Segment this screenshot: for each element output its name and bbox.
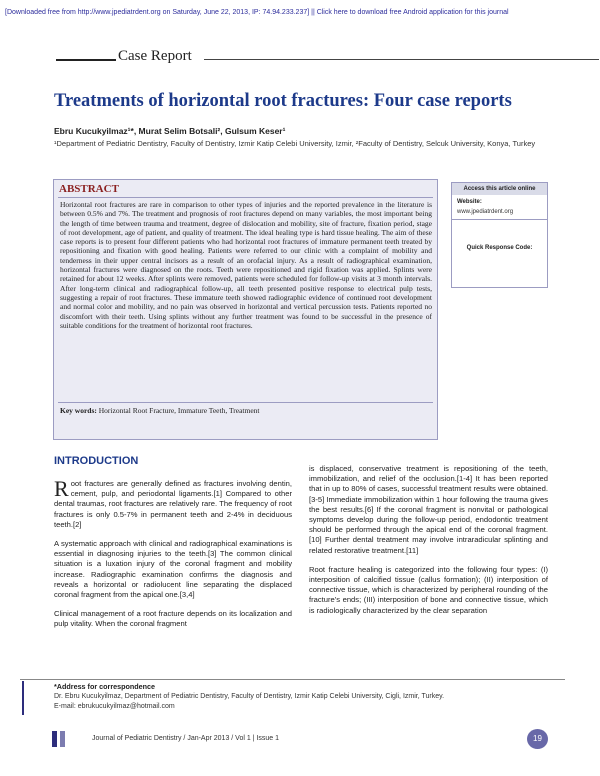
authors: Ebru Kucukyilmaz¹*, Murat Selim Botsali², Gulsum Keser¹ xyxy=(54,126,286,136)
keywords xyxy=(60,406,432,415)
correspondence-email[interactable]: E-mail: ebrukucukyilmaz@hotmail.com xyxy=(54,703,175,710)
affiliations: ¹Department of Pediatric Dentistry, Faculty of Dentistry, Izmir Katip Celebi University, Izmir, ²Faculty of Dentistry, Selcuk University, Konya, Turkey xyxy=(54,139,536,148)
paragraph: A systematic approach with clinical and radiographical examinations is essential in diagnosing injuries to the teeth.[3] The common clinical situation is a luxation injury of the coronal fragment and mobility increase. Radiographic examination confirms the diagnosis and reveals a horizontal or radiolucent line separating the displaced coronal fragment from the apical one.[3,4] xyxy=(54,539,292,600)
abstract-text: Horizontal root fractures are rare in comparison to other types of injuries and the reported prevalence in the literature is between 0.5% and 7%. The treatment and prognosis of root fractures depend on many variables, the most important being the length of time between trauma and treatment, degree of dislocation and mobility, site of fracture, fixation period, stage of root development, age of patient, and quality of treatment. The ideal healing type is hard tissue healing. The aim of these case reports is to present four different patients who had horizontal root fractures of immature permanent teeth treated by repositioning and fixation with good healing. Patients were referred to our clinic with a complaint of mobility and tenderness in their upper central incisors as a result of an orofacial injury. As a result of radiographical examination, horizontal fractures were diagnosed on the roots. Teeth were repositioned and rigid fixation was applied. Splints were retained for about 12 weeks. After splints were removed, patients were scheduled for follow-up visits at 3 month intervals. After long-term clinical and radiographical follow-up, all teeth presented positive response to electrical pulp tests, suggesting a repair of root fractures. These immature teeth showed radiographic evidence of continued root development and normal color and mobility, and no pain was observed in horizontal and vertical percussion tests. Patients reported no discomfort with their teeth. Using splints without any further treatment was found to be successful in the presence of suitable conditions for the treatment of horizontal root fractures. xyxy=(60,200,432,330)
section-label xyxy=(56,48,600,70)
footer-accent-bar xyxy=(52,731,57,747)
correspondence-heading: *Address for correspondence xyxy=(54,682,156,691)
section-rule-right xyxy=(204,59,599,60)
keywords-values: Horizontal Root Fracture, Immature Teeth, Treatment xyxy=(98,406,260,415)
abstract-heading: ABSTRACT xyxy=(59,183,119,195)
access-online-box xyxy=(451,182,548,288)
qr-code-label: Quick Response Code: xyxy=(466,245,533,251)
section-label-text: Case Report xyxy=(118,48,192,64)
paragraph: is displaced, conservative treatment is repositioning of the teeth, immobilization, and relief of the occlusion.[1-4] It has been reported that in up to 80% of cases, successful treatment results were obtained.[3-5] Immediate immobilization within 1 hour following the trauma gives the best results.[6] If the coronal fragment is nonvital or pathological symptoms develop during the follow-up period, endodontic treatment should be performed through the apical end of the coronal fragment.[10] Further dental treatment may involve intraradicular splinting and related restorative treatment.[11] xyxy=(309,464,548,555)
access-divider xyxy=(452,219,547,220)
section-rule-left xyxy=(56,59,116,61)
keywords-divider xyxy=(58,402,433,403)
drop-cap: R xyxy=(54,476,69,501)
paragraph xyxy=(54,476,292,530)
abstract-divider xyxy=(58,197,433,198)
introduction-heading: INTRODUCTION xyxy=(54,455,139,467)
paragraph-text: oot fractures are generally defined as fractures involving dentin, cement, pulp, and periodontal ligaments.[1] Compared to other dental traumas, root fractures are relatively rare. The frequency of root fractures is only 0.5-7% in permanent teeth and 2-4% in deciduous teeth.[2] xyxy=(54,479,292,529)
website-link[interactable]: www.jpediatrdent.org xyxy=(457,209,514,215)
body-column-left xyxy=(54,476,292,639)
paragraph: Root fracture healing is categorized into the following four types: (I) interposition of calcified tissue (callus formation); (II) interposition of connective tissue, which is characterized by peripheral rounding of the fracture's ends; (III) interposition of bone and connective tissue, which is radiologically characterized by the clear separation xyxy=(309,564,548,615)
access-title: Access this article online xyxy=(452,183,547,195)
body-column-right xyxy=(309,464,548,625)
footnote-accent-bar xyxy=(22,681,24,715)
page-number-badge: 19 xyxy=(527,729,548,749)
footnote-divider xyxy=(20,679,565,680)
footer-accent-bar-light xyxy=(60,731,65,747)
download-banner-link[interactable]: [Downloaded free from http://www.jpediatrdent.org on Saturday, June 22, 2013, IP: 74.94.233.237] || Click here to download free Android application for this journal xyxy=(5,9,509,16)
journal-citation: Journal of Pediatric Dentistry / Jan-Apr 2013 / Vol 1 | Issue 1 xyxy=(92,735,280,742)
correspondence-address: Dr. Ebru Kucukyilmaz, Department of Pediatric Dentistry, Faculty of Dentistry, Izmir Katip Celebi University, Cigli, Izmir, Turkey. xyxy=(54,693,445,700)
paragraph: Clinical management of a root fracture depends on its localization and pulp vitality. When the coronal fragment xyxy=(54,609,292,629)
article-title: Treatments of horizontal root fractures: Four case reports xyxy=(54,91,512,111)
keywords-label: Key words: xyxy=(60,406,97,415)
abstract-box xyxy=(53,179,438,440)
website-label: Website: xyxy=(457,199,482,205)
